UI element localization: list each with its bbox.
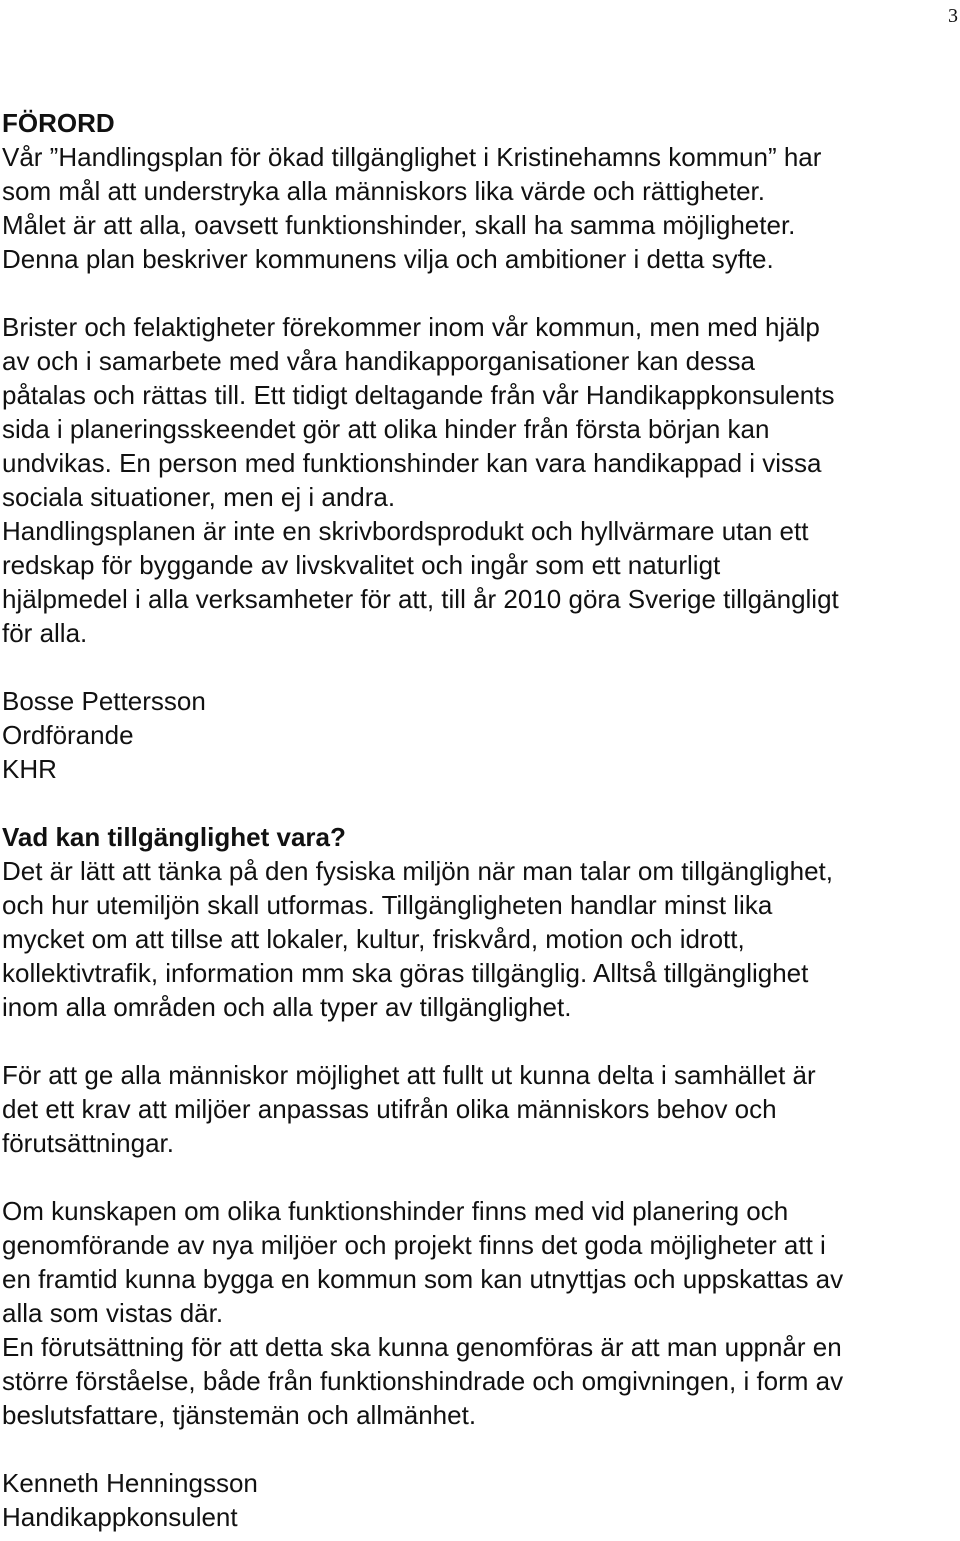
text-line: av och i samarbete med våra handikapporganisationer kan dessa (2, 346, 756, 376)
signature-title: Ordförande (2, 720, 134, 750)
text-line: För att ge alla människor möjlighet att fullt ut kunna delta i samhället är (2, 1060, 816, 1090)
foreword-heading: FÖRORD (2, 108, 115, 138)
text-line: Handlingsplanen är inte en skrivbordsprodukt och hyllvärmare utan ett (2, 516, 809, 546)
foreword-intro (2, 140, 960, 276)
text-line: hjälpmedel i alla verksamheter för att, till år 2010 göra Sverige tillgängligt (2, 584, 839, 614)
text-line: Denna plan beskriver kommunens vilja och ambitioner i detta syfte. (2, 244, 774, 274)
signature-name: Bosse Pettersson (2, 686, 206, 716)
page-number: 3 (948, 5, 958, 27)
document-body (2, 106, 960, 1534)
accessibility-paragraph-3 (2, 1194, 960, 1432)
text-line: redskap för byggande av livskvalitet och ingår som ett naturligt (2, 550, 721, 580)
signature-org: KHR (2, 754, 57, 784)
paragraph-gap (2, 276, 960, 310)
text-line: undvikas. En person med funktionshinder kan vara handikappad i vissa (2, 448, 822, 478)
text-line: sociala situationer, men ej i andra. (2, 482, 396, 512)
foreword-signature (2, 684, 960, 786)
accessibility-signature (2, 1466, 960, 1534)
accessibility-paragraph-2 (2, 1058, 960, 1160)
text-line: förutsättningar. (2, 1128, 174, 1158)
signature-title: Handikappkonsulent (2, 1502, 238, 1532)
foreword-body (2, 310, 960, 650)
signature-name: Kenneth Henningsson (2, 1468, 258, 1498)
text-line: alla som vistas där. (2, 1298, 224, 1328)
text-line: Målet är att alla, oavsett funktionshinder, skall ha samma möjligheter. (2, 210, 796, 240)
paragraph-gap (2, 650, 960, 684)
text-line: mycket om att tillse att lokaler, kultur, friskvård, motion och idrott, (2, 924, 745, 954)
paragraph-gap (2, 786, 960, 820)
paragraph-gap (2, 1160, 960, 1194)
text-line: kollektivtrafik, information mm ska göras tillgänglig. Alltså tillgänglighet (2, 958, 809, 988)
text-line: större förståelse, både från funktionshindrade och omgivningen, i form av (2, 1366, 844, 1396)
text-line: En förutsättning för att detta ska kunna genomföras är att man uppnår en (2, 1332, 842, 1362)
text-line: Om kunskapen om olika funktionshinder finns med vid planering och (2, 1196, 789, 1226)
text-line: Vår ”Handlingsplan för ökad tillgänglighet i Kristinehamns kommun” har (2, 142, 822, 172)
text-line: som mål att understryka alla människors lika värde och rättigheter. (2, 176, 766, 206)
text-line: Det är lätt att tänka på den fysiska miljön när man talar om tillgänglighet, (2, 856, 833, 886)
text-line: och hur utemiljön skall utformas. Tillgängligheten handlar minst lika (2, 890, 773, 920)
paragraph-gap (2, 1432, 960, 1466)
accessibility-paragraph-1 (2, 854, 960, 1024)
text-line: genomförande av nya miljöer och projekt finns det goda möjligheter att i (2, 1230, 826, 1260)
text-line: Brister och felaktigheter förekommer inom vår kommun, men med hjälp (2, 312, 820, 342)
paragraph-gap (2, 1024, 960, 1058)
text-line: för alla. (2, 618, 88, 648)
text-line: inom alla områden och alla typer av tillgänglighet. (2, 992, 572, 1022)
text-line: en framtid kunna bygga en kommun som kan utnyttjas och uppskattas av (2, 1264, 844, 1294)
text-line: påtalas och rättas till. Ett tidigt deltagande från vår Handikappkonsulents (2, 380, 835, 410)
accessibility-heading: Vad kan tillgänglighet vara? (2, 822, 346, 852)
text-line: det ett krav att miljöer anpassas utifrån olika människors behov och (2, 1094, 777, 1124)
text-line: sida i planeringsskeendet gör att olika hinder från första början kan (2, 414, 770, 444)
text-line: beslutsfattare, tjänstemän och allmänhet. (2, 1400, 477, 1430)
